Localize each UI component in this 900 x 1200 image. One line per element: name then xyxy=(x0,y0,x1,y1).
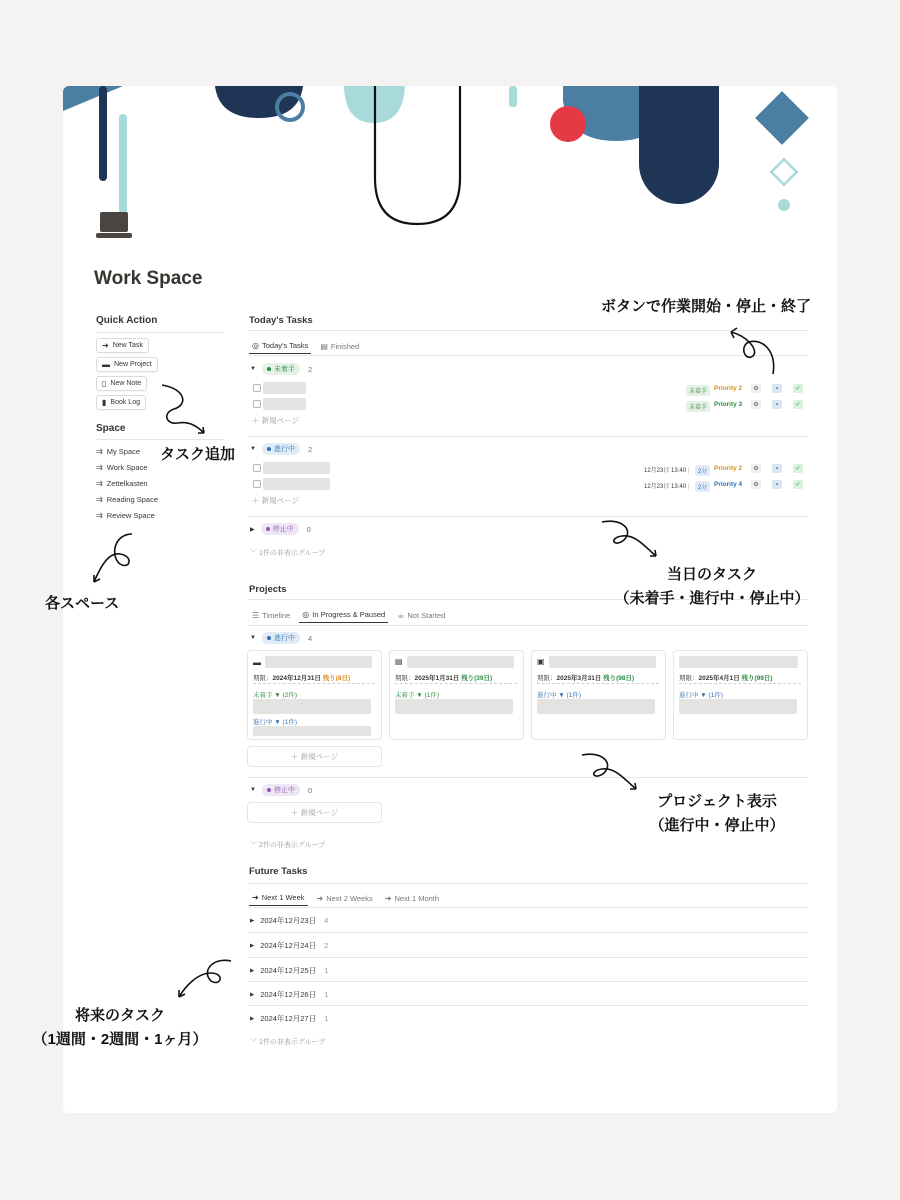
divider xyxy=(249,625,808,626)
future-tasks-heading: Future Tasks xyxy=(249,866,308,877)
annotation-projects: プロジェクト表示 （進行中・停止中） xyxy=(649,793,785,834)
status-summary: 未着手 ▼ (2件) xyxy=(253,692,297,699)
annotation-today: 当日のタスク （未着手・進行中・停止中） xyxy=(614,566,810,607)
new-page-button[interactable]: ＋ 新規ページ xyxy=(252,416,299,425)
project-title-redacted xyxy=(265,656,372,668)
project-title-redacted xyxy=(549,656,656,668)
status-summary: 進行中 ▼ (1件) xyxy=(679,692,723,699)
tab-next-1-month[interactable]: ➜ Next 1 Month xyxy=(384,893,440,903)
task-redacted xyxy=(395,699,513,714)
folder-icon: ▬ xyxy=(253,658,261,667)
project-title-redacted xyxy=(407,656,514,668)
annotation-arrow xyxy=(175,955,235,1003)
due-date: 期限：2024年12月31日 残り(8日) xyxy=(253,675,351,682)
start-button[interactable]: ▪ xyxy=(772,464,782,473)
page-link-icon: ⇉ xyxy=(96,463,103,472)
task-checkbox[interactable] xyxy=(253,480,261,488)
archive-icon: ▤ xyxy=(320,341,328,351)
page-link-icon: ⇉ xyxy=(96,495,103,504)
tab-timeline[interactable]: ☰ Timeline xyxy=(252,610,291,620)
divider xyxy=(395,683,517,684)
project-card[interactable] xyxy=(389,650,524,740)
status-badge: 停止中 xyxy=(262,784,300,796)
project-title-redacted xyxy=(679,656,798,668)
divider xyxy=(249,1005,808,1006)
project-card[interactable] xyxy=(247,650,382,740)
hidden-groups-toggle[interactable]: ﹀ 1件の非表示グループ xyxy=(250,1039,326,1046)
search-icon: ◎ xyxy=(302,610,310,619)
expand-triangle-icon: ▶ xyxy=(250,942,255,949)
priority-label: Priority 2 xyxy=(714,465,743,472)
annotation-arrow xyxy=(600,518,662,560)
annotation-arrow xyxy=(90,530,140,588)
group-in-progress[interactable] xyxy=(250,443,312,455)
todays-tasks-heading: Today's Tasks xyxy=(249,315,313,326)
tab-next-1-week[interactable]: ➜ Next 1 Week xyxy=(249,890,308,906)
new-note-button[interactable]: ▯ New Note xyxy=(96,376,147,391)
annotation-add-task: タスク追加 xyxy=(160,446,236,463)
expand-triangle-icon: ▶ xyxy=(250,1015,255,1022)
divider xyxy=(249,907,808,908)
priority-label: Priority 3 xyxy=(714,401,743,408)
due-date: 期限：2025年4月1日 残り(99日) xyxy=(679,675,773,682)
tab-todays-tasks[interactable]: ◎ Today's Tasks xyxy=(249,338,311,354)
page-link-icon: ⇉ xyxy=(96,511,103,520)
task-checkbox[interactable] xyxy=(253,384,261,392)
page-title: Work Space xyxy=(94,268,203,289)
cover-image xyxy=(63,86,837,246)
divider xyxy=(249,981,808,982)
group-in-progress-projects[interactable] xyxy=(250,632,312,644)
arrow-right-icon: ➜ xyxy=(102,341,109,350)
finish-check-button[interactable]: ✓ xyxy=(793,400,803,409)
expand-triangle-icon: ▶ xyxy=(250,917,255,924)
divider xyxy=(679,683,801,684)
collapse-triangle-icon: ▼ xyxy=(250,446,256,452)
start-button[interactable]: ▪ xyxy=(772,384,782,393)
annotation-spaces: 各スペース xyxy=(45,595,120,612)
tab-finished[interactable]: ▤ Finished xyxy=(320,341,360,351)
status-badge: 未着手 xyxy=(686,385,710,396)
start-button[interactable]: ▪ xyxy=(772,400,782,409)
arrow-right-icon: ➜ xyxy=(384,893,392,903)
divider xyxy=(249,883,808,884)
space-item-reading-space[interactable]: ⇉ Reading Space xyxy=(96,495,158,504)
space-item-zettelkasten[interactable]: ⇉ Zettelkasten xyxy=(96,479,148,488)
task-title-redacted xyxy=(263,462,330,474)
date-group[interactable]: ▶ 2024年12月26日 1 xyxy=(250,990,329,999)
group-not-started[interactable] xyxy=(250,363,312,375)
priority-label: Priority 4 xyxy=(714,481,743,488)
divider xyxy=(253,683,375,684)
divider xyxy=(249,777,808,778)
page-link-icon: ⇉ xyxy=(96,479,103,488)
group-count: 4 xyxy=(307,633,313,643)
status-badge: 停止中 xyxy=(261,523,299,535)
folder-icon: ▬ xyxy=(102,360,110,369)
quick-action-heading: Quick Action xyxy=(96,315,158,326)
task-title-redacted xyxy=(263,478,330,490)
group-count: 0 xyxy=(307,785,313,795)
divider xyxy=(249,957,808,958)
book-log-button[interactable]: ▮ Book Log xyxy=(96,395,146,410)
timestamp: 12月23日 13:40 | xyxy=(644,484,690,490)
task-title-redacted xyxy=(263,382,306,394)
hidden-groups-toggle[interactable]: ﹀ 2件の非表示グループ xyxy=(250,842,326,849)
projects-tabs xyxy=(249,607,454,623)
timeline-icon: ☰ xyxy=(252,610,260,620)
task-checkbox[interactable] xyxy=(253,464,261,472)
collapse-triangle-icon: ▼ xyxy=(250,635,256,641)
date-group[interactable]: ▶ 2024年12月25日 1 xyxy=(250,966,329,975)
space-heading: Space xyxy=(96,423,126,434)
tab-not-started[interactable]: ☕ Not Started xyxy=(397,610,446,620)
arrow-right-icon: ➜ xyxy=(316,893,324,903)
tab-in-progress-paused[interactable]: ◎ In Progress & Paused xyxy=(299,607,388,623)
annotation-arrow xyxy=(725,322,780,377)
status-badge: 進行中 xyxy=(262,632,300,644)
pause-button[interactable]: ⚙ xyxy=(751,464,761,473)
expand-triangle-icon: ▶ xyxy=(250,967,255,974)
todays-tasks-tabs xyxy=(249,338,368,354)
new-page-button[interactable]: ＋ 新規ページ xyxy=(252,496,299,505)
divider xyxy=(249,516,808,517)
group-count: 2 xyxy=(307,364,313,374)
date-group[interactable]: ▶ 2024年12月23日 4 xyxy=(250,916,329,925)
timestamp: 12月23日 13:40 | xyxy=(644,468,690,474)
date-group[interactable]: ▶ 2024年12月27日 1 xyxy=(250,1014,329,1023)
laptop-icon xyxy=(96,212,132,240)
status-badge: 未着手 xyxy=(686,401,710,412)
task-row[interactable] xyxy=(253,382,813,395)
space-item-work-space[interactable]: ⇉ Work Space xyxy=(96,463,148,472)
divider xyxy=(96,332,224,333)
divider xyxy=(249,436,808,437)
space-item-review-space[interactable]: ⇉ Review Space xyxy=(96,511,155,520)
project-card[interactable] xyxy=(673,650,808,740)
page-icon: ▯ xyxy=(102,379,107,388)
group-count: 2 xyxy=(307,444,313,454)
train-icon: ▣ xyxy=(537,657,545,666)
group-paused[interactable] xyxy=(250,523,311,535)
date-group[interactable]: ▶ 2024年12月24日 2 xyxy=(250,941,329,950)
annotation-buttons: ボタンで作業開始・停止・終了 xyxy=(601,298,812,315)
priority-label: Priority 2 xyxy=(714,385,743,392)
projects-heading: Projects xyxy=(249,584,287,595)
elapsed-badge: 2分 xyxy=(695,481,710,492)
page-link-icon: ⇉ xyxy=(96,447,103,456)
document-icon: ▤ xyxy=(395,657,403,666)
due-date: 期限：2025年3月31日 残り(98日) xyxy=(537,675,635,682)
status-summary: 進行中 ▼ (1件) xyxy=(253,719,297,726)
arrow-right-icon: ➜ xyxy=(252,893,259,902)
new-project-button[interactable]: ▬ New Project xyxy=(96,357,158,372)
pause-button[interactable]: ⚙ xyxy=(751,480,761,489)
task-row[interactable] xyxy=(253,462,813,475)
expand-triangle-icon: ▶ xyxy=(250,526,255,533)
status-summary: 進行中 ▼ (1件) xyxy=(537,692,581,699)
annotation-arrow xyxy=(160,383,215,438)
divider xyxy=(537,683,659,684)
new-task-button[interactable]: ➜ New Task xyxy=(96,338,149,353)
tab-next-2-weeks[interactable]: ➜ Next 2 Weeks xyxy=(316,893,373,903)
search-icon: ◎ xyxy=(252,341,259,350)
new-page-button[interactable]: ＋ 新規ページ xyxy=(247,746,382,767)
divider xyxy=(96,439,224,440)
task-checkbox[interactable] xyxy=(253,400,261,408)
hidden-groups-toggle[interactable]: ﹀ 1件の非表示グループ xyxy=(250,550,326,557)
collapse-triangle-icon: ▼ xyxy=(250,366,256,372)
task-redacted xyxy=(679,699,797,714)
status-badge: 進行中 xyxy=(262,443,300,455)
start-button[interactable]: ▪ xyxy=(772,480,782,489)
due-date: 期限：2025年1月31日 残り(39日) xyxy=(395,675,493,682)
task-redacted xyxy=(537,699,655,714)
annotation-arrow xyxy=(580,751,642,793)
pause-button[interactable]: ⚙ xyxy=(751,400,761,409)
expand-triangle-icon: ▶ xyxy=(250,991,255,998)
group-paused-projects[interactable] xyxy=(250,784,312,796)
project-card[interactable] xyxy=(531,650,666,740)
task-redacted xyxy=(253,699,371,714)
task-row[interactable] xyxy=(253,398,813,411)
finish-check-button[interactable]: ✓ xyxy=(793,480,803,489)
divider xyxy=(249,932,808,933)
task-title-redacted xyxy=(263,398,306,410)
pause-button[interactable]: ⚙ xyxy=(751,384,761,393)
finish-check-button[interactable]: ✓ xyxy=(793,464,803,473)
future-tasks-tabs xyxy=(249,890,448,906)
group-count: 0 xyxy=(306,524,311,534)
elapsed-badge: 2分 xyxy=(695,465,710,476)
task-row[interactable] xyxy=(253,478,813,491)
coffee-icon: ☕ xyxy=(397,610,405,620)
book-icon: ▮ xyxy=(102,398,107,407)
collapse-triangle-icon: ▼ xyxy=(250,787,256,793)
new-page-button[interactable]: ＋ 新規ページ xyxy=(247,802,382,823)
space-item-my-space[interactable]: ⇉ My Space xyxy=(96,447,141,456)
status-summary: 未着手 ▼ (1件) xyxy=(395,692,439,699)
finish-check-button[interactable]: ✓ xyxy=(793,384,803,393)
annotation-future: 将来のタスク （1週間・2週間・1ヶ月） xyxy=(32,1007,208,1048)
task-redacted xyxy=(253,726,371,736)
status-badge: 未着手 xyxy=(262,363,300,375)
